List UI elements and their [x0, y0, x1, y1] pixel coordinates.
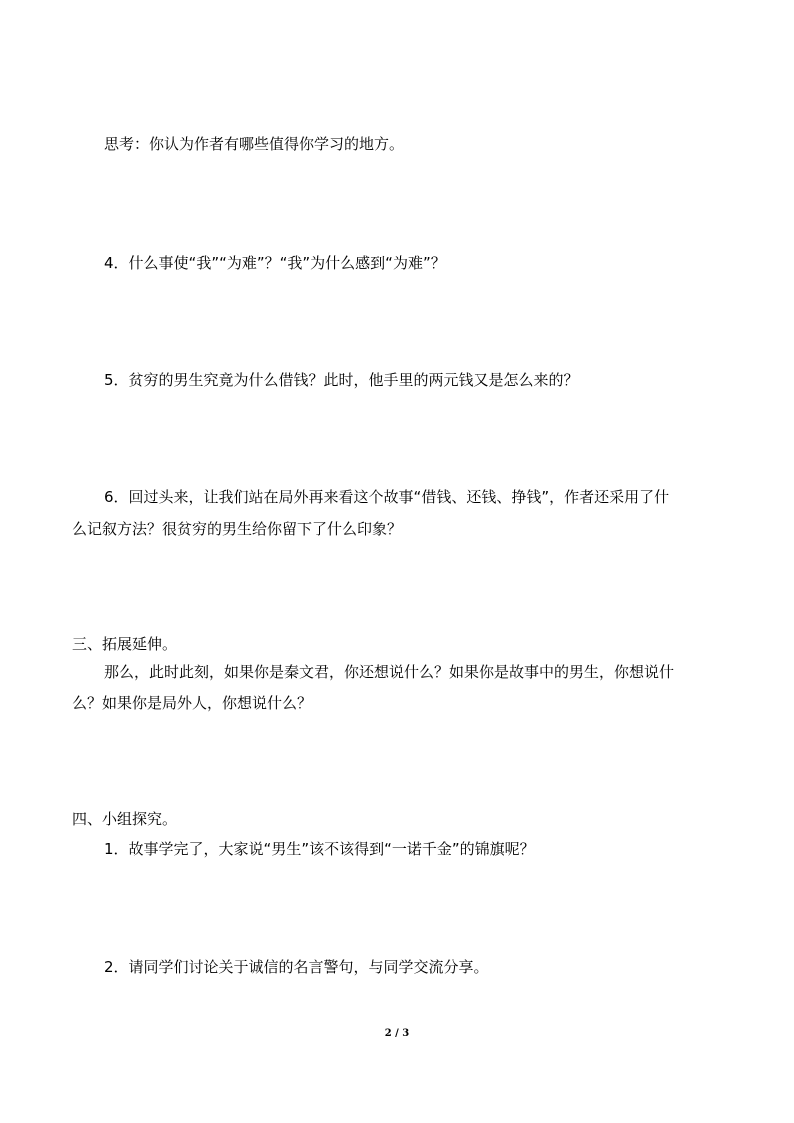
section-3-heading: 三、拓展延伸。 [72, 635, 178, 653]
question-5: 5．贫穷的男生究竟为什么借钱？此时，他手里的两元钱又是怎么来的？ [104, 371, 579, 389]
page-number: 2 / 3 [384, 1028, 410, 1039]
question-6-line-2: 么记叙方法？很贫穷的男生给你留下了什么印象？ [72, 520, 403, 538]
section-3-line-1: 那么，此时此刻，如果你是秦文君，你还想说什么？如果你是故事中的男生，你想说什 [104, 663, 675, 681]
section-3-line-2: 么？如果你是局外人，你想说什么？ [72, 694, 313, 712]
section-4-question-1: 1．故事学完了，大家说“男生”该不该得到“一诺千金”的锦旗呢？ [104, 840, 535, 858]
section-4-heading: 四、小组探究。 [72, 810, 178, 828]
section-4-question-2: 2．请同学们讨论关于诚信的名言警句，与同学交流分享。 [104, 958, 489, 976]
question-4: 4．什么事使“我”“为难”？“我”为什么感到“为难”？ [104, 254, 446, 272]
think-prompt: 思考：你认为作者有哪些值得你学习的地方。 [104, 135, 405, 153]
question-6-line-1: 6．回过头来，让我们站在局外再来看这个故事“借钱、还钱、挣钱”，作者还采用了什 [104, 488, 670, 506]
